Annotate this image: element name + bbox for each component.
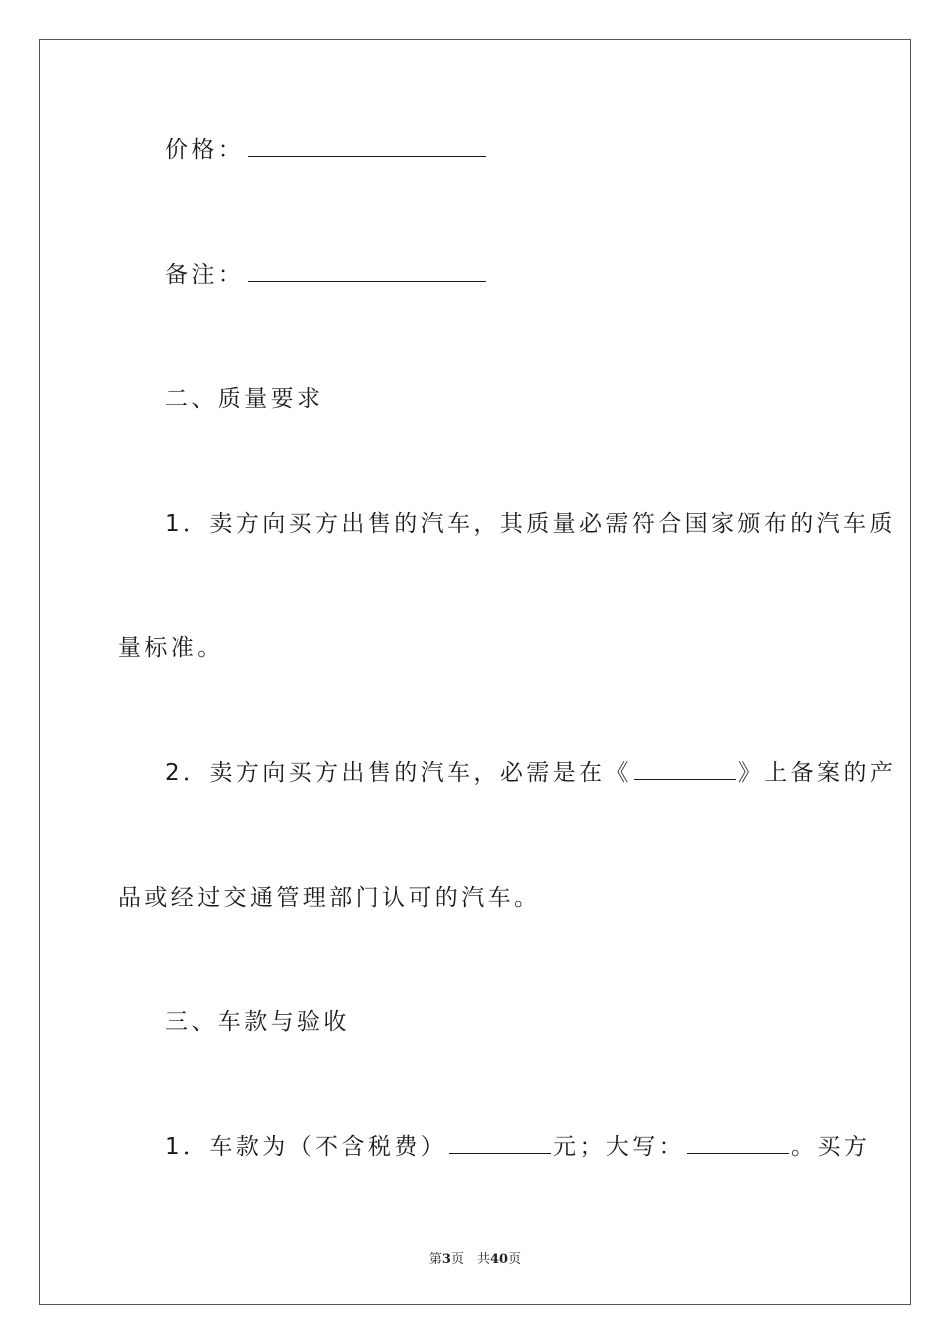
section3-heading: 三、车款与验收 xyxy=(165,1009,350,1035)
item3-text-c: 。买方 xyxy=(791,1134,871,1160)
remark-label: 备注： xyxy=(165,262,245,288)
item1-line2: 量标准。 xyxy=(118,635,224,661)
catalog-blank xyxy=(634,778,736,780)
item2-line1 xyxy=(165,758,896,788)
item2-text-before: 2．卖方向买方出售的汽车，必需是在《 xyxy=(165,760,632,786)
price-blank xyxy=(248,155,486,157)
item2-text-after: 》上备案的产 xyxy=(737,760,897,786)
total-pages-number: 40 xyxy=(489,1252,509,1267)
item2-line2: 品或经过交通管理部门认可的汽车。 xyxy=(118,885,541,911)
item3-text-a: 1．车款为（不含税费） xyxy=(165,1134,448,1160)
remark-blank xyxy=(248,280,486,282)
amount-number-blank xyxy=(449,1152,551,1154)
footer-suffix: 页 xyxy=(508,1252,522,1267)
page-footer xyxy=(0,1248,950,1267)
footer-prefix: 第 xyxy=(428,1252,442,1267)
amount-words-blank xyxy=(687,1152,789,1154)
footer-mid: 页 共 xyxy=(450,1252,490,1267)
price-label: 价格： xyxy=(165,137,245,163)
price-line xyxy=(165,135,486,165)
item3-text-b: 元；大写： xyxy=(553,1134,686,1160)
page-border xyxy=(39,39,911,1305)
item1-line1: 1．卖方向买方出售的汽车，其质量必需符合国家颁布的汽车质 xyxy=(165,511,896,537)
current-page-number: 3 xyxy=(441,1252,451,1267)
item3-line1 xyxy=(165,1132,870,1162)
remark-line xyxy=(165,260,486,290)
section2-heading: 二、质量要求 xyxy=(165,386,324,412)
